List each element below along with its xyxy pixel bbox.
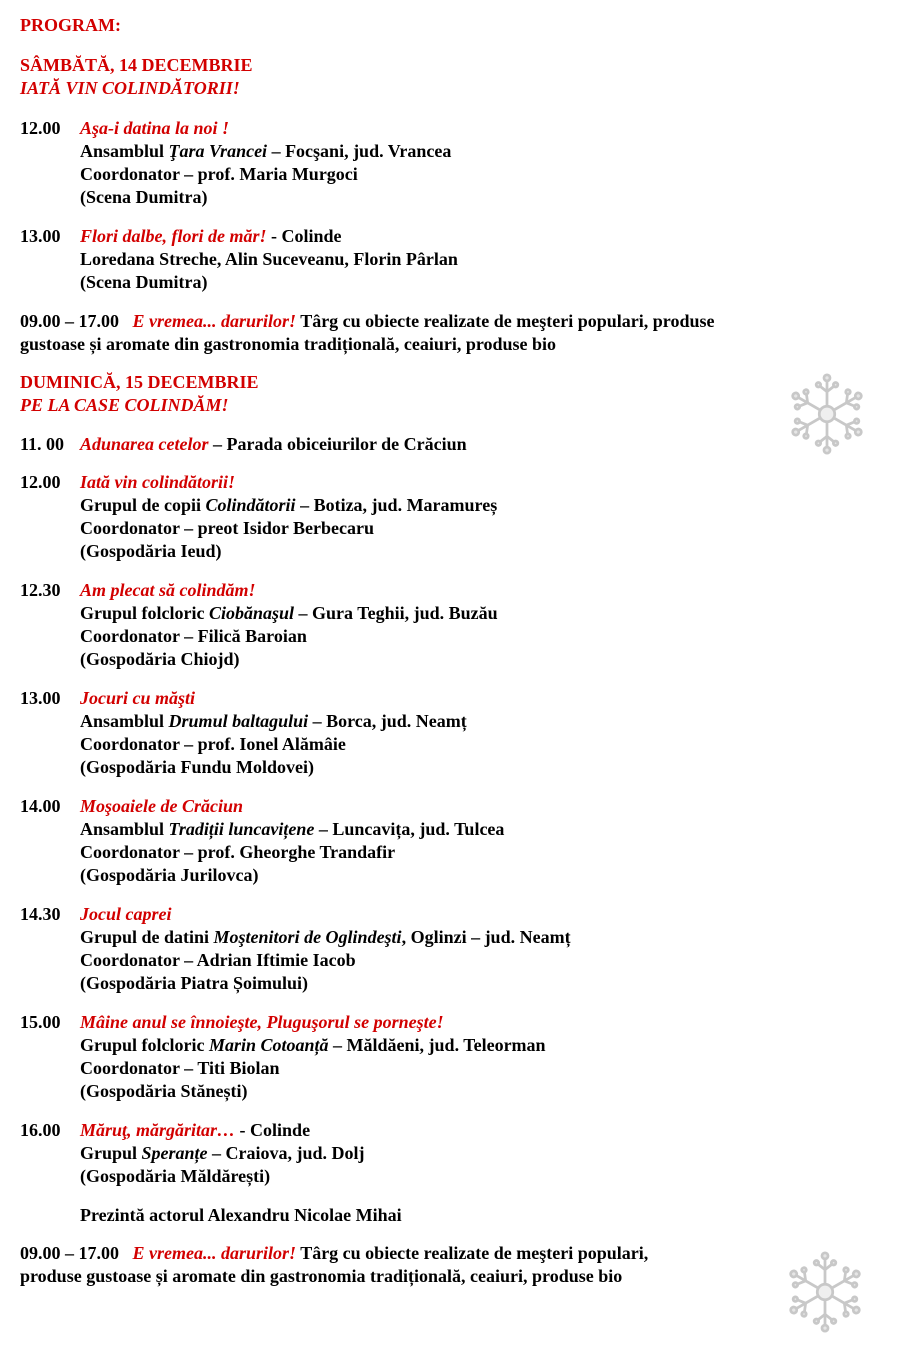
day2-event6-venue: (Gospodăria Piatra Șoimului) — [80, 973, 309, 993]
day2-event2-venue: (Gospodăria Ieud) — [80, 541, 222, 561]
day2-event6-coordinator: Coordonator – Adrian Iftimie Iacob — [80, 950, 356, 970]
day2-event2-group: Grupul de copii Colindătorii – Botiza, jud. Maramureș — [80, 495, 498, 515]
day2-event3-time: 12.30 — [20, 580, 61, 600]
day2-event6-time: 14.30 — [20, 904, 61, 924]
program-title: PROGRAM: — [20, 15, 121, 35]
day2-event7-coordinator: Coordonator – Titi Biolan — [80, 1058, 280, 1078]
day2-event7-venue: (Gospodăria Stănești) — [80, 1081, 248, 1101]
day2-event5-ensemble: Ansamblul Tradiții luncavițene – Luncavița, jud. Tulcea — [80, 819, 505, 839]
day2-event4-title: Jocuri cu măşti — [80, 688, 196, 708]
day1-event1-ensemble: Ansamblul Ţara Vrancei – Focşani, jud. Vrancea — [80, 141, 452, 161]
day1-event2-performers: Loredana Streche, Alin Suceveanu, Florin Pârlan — [80, 249, 458, 269]
day2-fair-line2: produse gustoase și aromate din gastronomia tradițională, ceaiuri, produse bio — [20, 1266, 623, 1286]
day1-event1-time: 12.00 — [20, 118, 61, 138]
day2-event3-group: Grupul folcloric Ciobănaşul – Gura Teghii, jud. Buzău — [80, 603, 498, 623]
day2-event7-group: Grupul folcloric Marin Cotoanță – Măldăeni, jud. Teleorman — [80, 1035, 546, 1055]
day2-event2-time: 12.00 — [20, 472, 61, 492]
day2-event2-coordinator: Coordonator – preot Isidor Berbecaru — [80, 518, 374, 538]
day2-event8-group: Grupul Speranțe – Craiova, jud. Dolj — [80, 1143, 365, 1163]
day2-event1-title: Adunarea cetelor – Parada obiceiurilor de Crăciun — [80, 434, 467, 454]
day2-event2-title: Iată vin colindătorii! — [80, 472, 236, 492]
day2-event4-ensemble: Ansamblul Drumul baltagului – Borca, jud. Neamț — [80, 711, 467, 731]
day1-fair-line2: gustoase și aromate din gastronomia tradițională, ceaiuri, produse bio — [20, 334, 557, 354]
day1-event2-title: Flori dalbe, flori de măr! - Colinde — [80, 226, 342, 246]
day2-event6-group: Grupul de datini Moştenitori de Oglindeşti, Oglinzi – jud. Neamț — [80, 927, 571, 947]
presenter-line: Prezintă actorul Alexandru Nicolae Mihai — [80, 1205, 402, 1225]
day1-fair-line1: 09.00 – 17.00 E vremea... darurilor! Târg cu obiecte realizate de meşteri populari, produse — [20, 311, 715, 331]
day2-event7-title: Mâine anul se înnoieşte, Pluguşorul se porneşte! — [80, 1012, 444, 1032]
day2-event8-venue: (Gospodăria Măldărești) — [80, 1166, 271, 1186]
snowflake-icon — [784, 364, 870, 464]
day2-event8-title: Măruţ, mărgăritar… - Colinde — [80, 1120, 311, 1140]
day2-event3-venue: (Gospodăria Chiojd) — [80, 649, 240, 669]
day1-event2-venue: (Scena Dumitra) — [80, 272, 208, 292]
day2-event3-title: Am plecat să colindăm! — [80, 580, 256, 600]
day2-event1-time: 11. 00 — [20, 434, 65, 454]
day2-event4-venue: (Gospodăria Fundu Moldovei) — [80, 757, 315, 777]
day2-event8-time: 16.00 — [20, 1120, 61, 1140]
day2-event3-coordinator: Coordonator – Filică Baroian — [80, 626, 307, 646]
day2-theme: PE LA CASE COLINDĂM! — [20, 395, 229, 415]
day2-date: DUMINICĂ, 15 DECEMBRIE — [20, 372, 259, 392]
snowflake-icon — [782, 1242, 868, 1342]
day2-event4-time: 13.00 — [20, 688, 61, 708]
day2-event5-title: Moşoaiele de Crăciun — [80, 796, 244, 816]
day1-event1-venue: (Scena Dumitra) — [80, 187, 208, 207]
day1-event2-time: 13.00 — [20, 226, 61, 246]
day2-event7-time: 15.00 — [20, 1012, 61, 1032]
day1-theme: IATĂ VIN COLINDĂTORII! — [20, 78, 240, 98]
day2-event4-coordinator: Coordonator – prof. Ionel Alămâie — [80, 734, 346, 754]
day2-event5-venue: (Gospodăria Jurilovca) — [80, 865, 259, 885]
day1-event1-coordinator: Coordonator – prof. Maria Murgoci — [80, 164, 358, 184]
day2-fair-line1: 09.00 – 17.00 E vremea... darurilor! Târg cu obiecte realizate de meşteri populari, — [20, 1243, 649, 1263]
day2-event5-coordinator: Coordonator – prof. Gheorghe Trandafir — [80, 842, 396, 862]
day1-event1-title: Aşa-i datina la noi ! — [80, 118, 230, 138]
day2-event5-time: 14.00 — [20, 796, 61, 816]
day2-event6-title: Jocul caprei — [80, 904, 172, 924]
day1-date: SÂMBĂTĂ, 14 DECEMBRIE — [20, 55, 253, 75]
